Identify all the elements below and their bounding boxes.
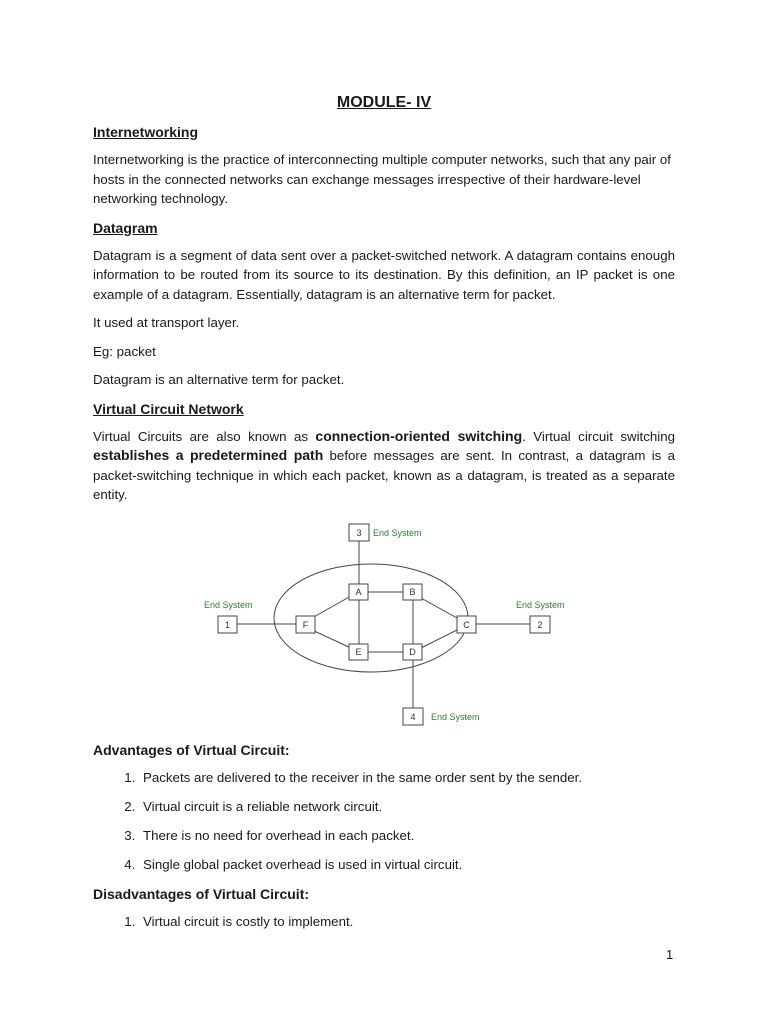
end-system-label-3: End System (373, 527, 422, 538)
node-C-label: C (463, 619, 470, 630)
datagram-paragraph-1: Datagram is a segment of data sent over a packet-switched network. A datagram contains enough information to be routed from its source to its destination. By this definition, an IP packet is one example of a datagram. Essentially, datagram is an alternative term for packet. (93, 247, 675, 302)
network-diagram-svg (93, 514, 675, 726)
node-A-label: A (355, 586, 362, 597)
vc-bold-1: connection-oriented switching (315, 427, 523, 444)
advantage-item: 4. Single global packet overhead is used in virtual circuit. (139, 855, 675, 875)
node-3-label: 3 (356, 527, 362, 538)
link-F-A (312, 596, 351, 618)
internetworking-heading: Internetworking (93, 124, 199, 140)
datagram-paragraph-2: It used at transport layer. (93, 315, 240, 330)
datagram-heading: Datagram (93, 219, 158, 236)
node-F-label: F (302, 619, 309, 630)
advantages-heading: Advantages of Virtual Circuit: (93, 741, 290, 758)
disadvantages-heading: Disadvantages of Virtual Circuit: (93, 885, 310, 902)
vc-text-2: . Virtual circuit switching (522, 428, 676, 444)
advantage-item: 3. There is no need for overhead in each packet. (139, 826, 675, 846)
link-D-C (421, 630, 457, 648)
advantage-item: 1. Packets are delivered to the receiver in the same order sent by the sender. (139, 768, 675, 788)
datagram-paragraph-4: Datagram is an alternative term for packet. (93, 372, 345, 387)
advantage-item: 2. Virtual circuit is a reliable network circuit. (139, 797, 675, 817)
datagram-paragraph-3: Eg: packet (93, 343, 156, 359)
disadvantage-item: 1. Virtual circuit is costly to implement. (139, 912, 675, 932)
document-page (93, 92, 675, 941)
page-title: MODULE- IV (336, 94, 432, 111)
end-system-label-2: End System (516, 599, 565, 610)
page-number: 1 (666, 947, 674, 962)
virtual-circuit-paragraph (93, 427, 675, 505)
node-2-label: 2 (537, 619, 543, 630)
internetworking-paragraph: Internetworking is the practice of interconnecting multiple computer networks, such that any pair of hosts in the connected networks can exchange messages irrespective of their hardware-level networking technology. (93, 152, 671, 206)
node-1-label: 1 (224, 619, 231, 630)
disadvantages-list (93, 912, 675, 932)
virtual-circuit-diagram (93, 514, 675, 726)
link-F-E (312, 630, 351, 648)
node-E-label: E (355, 646, 362, 657)
vc-bold-2: establishes a predetermined path (93, 447, 324, 463)
advantages-list (93, 768, 675, 875)
vc-text-1: Virtual Circuits are also known as (93, 428, 316, 444)
link-B-C (421, 598, 457, 618)
node-4-label: 4 (410, 711, 416, 722)
end-system-label-4: End System (431, 711, 480, 722)
node-B-label: B (409, 586, 416, 597)
vc-text-3: before messages are sent. In contrast, a datagram is a packet-switching technique in which each packet, known as a datagram, is treated as a separate entity. (93, 448, 675, 502)
virtual-circuit-heading: Virtual Circuit Network (93, 400, 244, 417)
end-system-label-1: End System (204, 599, 253, 610)
node-D-label: D (409, 646, 416, 657)
